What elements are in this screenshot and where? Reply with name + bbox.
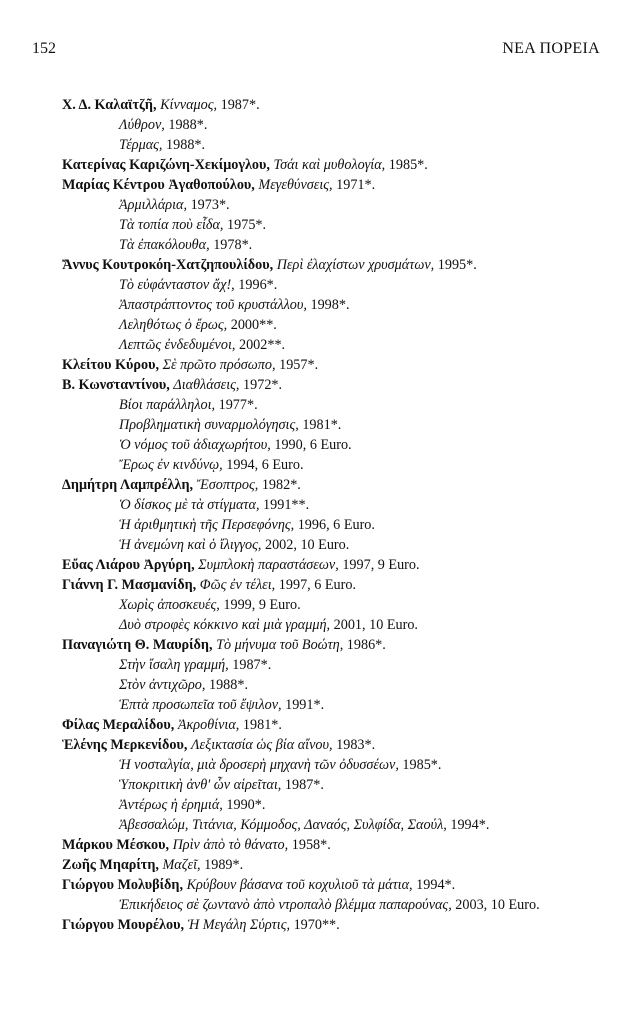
author-entry: [62, 575, 602, 595]
publication-details: 1996, 6 Euro.: [294, 517, 375, 533]
author-entry: [62, 735, 602, 755]
work-entry: [62, 115, 602, 135]
work-title: Στὸν ἀντιχῶρο,: [119, 677, 206, 693]
work-title: Ἡ ἀριθμητικὴ τῆς Περσεφόνης,: [119, 517, 295, 533]
author-entry: [62, 715, 602, 735]
publication-details: 1982*.: [258, 477, 301, 493]
work-title: Ὁ δίσκος μὲ τὰ στίγματα,: [119, 497, 260, 513]
publication-details: 1985*.: [398, 757, 442, 773]
author-name: Μάρκου Μέσκου,: [62, 837, 170, 853]
publication-details: 1970**.: [290, 917, 340, 933]
author-entry: [62, 555, 602, 575]
publication-details: 2002**.: [235, 337, 286, 353]
work-entry: [62, 135, 602, 155]
author-name: Κλείτου Κύρου,: [62, 357, 160, 373]
work-title: Ὑποκριτικὴ ἀνθ' ὧν αἱρεῖται,: [119, 777, 282, 793]
publication-details: 1996*.: [234, 277, 278, 293]
work-title: Ἀρμιλλάρια,: [119, 197, 188, 213]
publication-details: 1988*.: [164, 117, 208, 133]
publication-details: 1990*.: [222, 797, 266, 813]
bibliography-list: [62, 95, 602, 935]
running-title: ΝΕΑ ΠΟΡΕΙΑ: [502, 40, 600, 57]
author-name: Κατερίνας Καριζώνη-Χεκίμογλου,: [62, 157, 270, 173]
work-title: Τσάι καὶ μυθολογία,: [273, 157, 386, 173]
publication-details: 1991*.: [281, 697, 325, 713]
work-entry: [62, 815, 602, 835]
work-entry: [62, 495, 602, 515]
publication-details: 1972*.: [239, 377, 283, 393]
work-title: Ἀκροθίνια,: [177, 717, 240, 733]
work-title: Ἔσοπτρος,: [196, 477, 259, 493]
work-entry: [62, 755, 602, 775]
author-name: Μαρίας Κέντρου Ἀγαθοπούλου,: [62, 177, 255, 193]
work-title: Διαθλάσεις,: [173, 377, 240, 393]
author-entry: [62, 875, 602, 895]
publication-details: 1971*.: [332, 177, 376, 193]
work-title: Ἡ Μεγάλη Σύρτις,: [187, 917, 291, 933]
work-entry: [62, 775, 602, 795]
author-entry: [62, 915, 602, 935]
work-entry: [62, 515, 602, 535]
author-name: Ζωῆς Μηαρίτη,: [62, 857, 159, 873]
publication-details: 1990, 6 Euro.: [270, 437, 352, 453]
author-name: Ἄννυς Κουτροκόη-Χατζηπουλίδου,: [62, 257, 274, 273]
publication-details: 1977*.: [215, 397, 258, 413]
publication-details: 1975*.: [223, 217, 267, 233]
publication-details: 1978*.: [209, 237, 253, 253]
work-title: Μαζεῖ,: [162, 857, 201, 873]
author-entry: [62, 355, 602, 375]
publication-details: 2002, 10 Euro.: [261, 537, 350, 553]
work-title: Ἐπικήδειος σὲ ζωντανὸ ἀπὸ ντροπαλὸ βλέμμα παπαρούνας,: [119, 897, 452, 913]
work-title: Ἀπαστράπτοντος τοῦ κρυστάλλου,: [119, 297, 307, 313]
publication-details: 1957*.: [275, 357, 319, 373]
work-entry: [62, 615, 602, 635]
author-name: Χ. Δ. Καλαϊτζῆ,: [62, 97, 157, 113]
author-entry: [62, 855, 602, 875]
work-entry: [62, 435, 602, 455]
work-title: Στὴν ἴσαλη γραμμή,: [119, 657, 229, 673]
publication-details: 1997, 6 Euro.: [275, 577, 357, 593]
work-title: Ἑπτὰ προσωπεῖα τοῦ ἔψιλον,: [119, 697, 282, 713]
author-name: Β. Κωνσταντίνου,: [62, 377, 170, 393]
work-title: Χωρὶς ἀποσκευές,: [119, 597, 220, 613]
author-entry: [62, 835, 602, 855]
author-entry: [62, 175, 602, 195]
work-entry: [62, 675, 602, 695]
author-name: Γιώργου Μουρέλου,: [62, 917, 185, 933]
work-entry: [62, 395, 602, 415]
work-title: Τὰ τοπία ποὺ εἶδα,: [119, 217, 224, 233]
work-title: Μεγεθύνσεις,: [258, 177, 333, 193]
publication-details: 1994, 6 Euro.: [222, 457, 304, 473]
author-name: Φίλας Μεραλίδου,: [62, 717, 175, 733]
work-title: Βίοι παράλληλοι,: [119, 397, 216, 413]
publication-details: 2003, 10 Euro.: [451, 897, 540, 913]
work-entry: [62, 415, 602, 435]
author-entry: [62, 375, 602, 395]
work-title: Ἀντέρως ἡ ἐρημιά,: [119, 797, 223, 813]
publication-details: 2000**.: [227, 317, 277, 333]
publication-details: 1999, 9 Euro.: [219, 597, 301, 613]
work-entry: [62, 315, 602, 335]
publication-details: 2001, 10 Euro.: [330, 617, 418, 633]
work-entry: [62, 335, 602, 355]
work-entry: [62, 535, 602, 555]
work-title: Τὸ εὐφάνταστον ἄχ!,: [119, 277, 235, 293]
work-title: Λεληθότως ὁ ἔρως,: [119, 317, 228, 333]
work-title: Σὲ πρῶτο πρόσωπο,: [162, 357, 276, 373]
publication-details: 1994*.: [446, 817, 490, 833]
work-title: Περὶ ἐλαχίστων χρυσμάτων,: [276, 257, 435, 273]
publication-details: 1989*.: [200, 857, 244, 873]
author-name: Γιώργου Μολυβίδη,: [62, 877, 184, 893]
author-entry: [62, 255, 602, 275]
page-number: 152: [32, 40, 56, 57]
work-title: Ὁ νόμος τοῦ ἀδιαχωρήτου,: [119, 437, 271, 453]
author-name: Ἑλένης Μερκενίδου,: [62, 737, 188, 753]
work-entry: [62, 655, 602, 675]
author-entry: [62, 475, 602, 495]
publication-details: 1997, 9 Euro.: [338, 557, 420, 573]
work-title: Προβληματικὴ συναρμολόγησις,: [119, 417, 299, 433]
work-title: Ἀβεσσαλώμ, Τιτάνια, Κόμμοδος, Δαναός, Συλφίδα, Σαούλ,: [119, 817, 447, 833]
work-entry: [62, 215, 602, 235]
author-name: Παναγιώτη Θ. Μαυρίδη,: [62, 637, 213, 653]
work-title: Κρύβουν βάσανα τοῦ κοχυλιοῦ τὰ μάτια,: [186, 877, 413, 893]
work-title: Δυὸ στροφὲς κόκκινο καὶ μιὰ γραμμή,: [119, 617, 331, 633]
publication-details: 1988*.: [162, 137, 206, 153]
work-title: Συμπλοκὴ παραστάσεων,: [198, 557, 339, 573]
work-entry: [62, 295, 602, 315]
work-title: Ἔρως ἐν κινδύνῳ,: [119, 457, 223, 473]
publication-details: 1981*.: [239, 717, 282, 733]
author-name: Δημήτρη Λαμπρέλλη,: [62, 477, 194, 493]
publication-details: 1994*.: [412, 877, 456, 893]
publication-details: 1973*.: [187, 197, 230, 213]
publication-details: 1987*.: [228, 657, 272, 673]
work-title: Κίνναμος,: [160, 97, 218, 113]
work-entry: [62, 895, 602, 915]
publication-details: 1986*.: [343, 637, 386, 653]
work-title: Λεξικτασία ὡς βία αἴνου,: [190, 737, 333, 753]
work-title: Φῶς ἐν τέλει,: [199, 577, 276, 593]
publication-details: 1981*.: [298, 417, 342, 433]
work-entry: [62, 275, 602, 295]
work-title: Τέρμας,: [119, 137, 163, 153]
author-name: Εὔας Λιάρου Ἀργύρη,: [62, 557, 195, 573]
publication-details: 1988*.: [205, 677, 248, 693]
work-title: Ἡ ἀνεμώνη καὶ ὁ ἴλιγγος,: [119, 537, 262, 553]
publication-details: 1987*.: [281, 777, 324, 793]
publication-details: 1991**.: [259, 497, 310, 513]
work-entry: [62, 695, 602, 715]
publication-details: 1983*.: [332, 737, 376, 753]
author-name: Γιάννη Γ. Μασμανίδη,: [62, 577, 197, 593]
work-entry: [62, 195, 602, 215]
work-title: Τὰ ἐπακόλουθα,: [119, 237, 210, 253]
author-entry: [62, 635, 602, 655]
work-entry: [62, 455, 602, 475]
work-entry: [62, 795, 602, 815]
work-title: Πρὶν ἀπὸ τὸ θάνατο,: [172, 837, 289, 853]
work-entry: [62, 235, 602, 255]
author-entry: [62, 95, 602, 115]
publication-details: 1958*.: [288, 837, 331, 853]
author-entry: [62, 155, 602, 175]
publication-details: 1987*.: [217, 97, 260, 113]
publication-details: 1998*.: [306, 297, 350, 313]
work-title: Ἡ νοσταλγία, μιὰ δροσερὴ μηχανὴ τῶν ὀδυσσέων,: [119, 757, 399, 773]
work-title: Τὸ μήνυμα τοῦ Βοώτη,: [216, 637, 344, 653]
publication-details: 1985*.: [385, 157, 428, 173]
publication-details: 1995*.: [434, 257, 477, 273]
work-title: Λεπτῶς ἐνδεδυμένοι,: [119, 337, 236, 353]
work-entry: [62, 595, 602, 615]
work-title: Λύθρον,: [119, 117, 165, 133]
